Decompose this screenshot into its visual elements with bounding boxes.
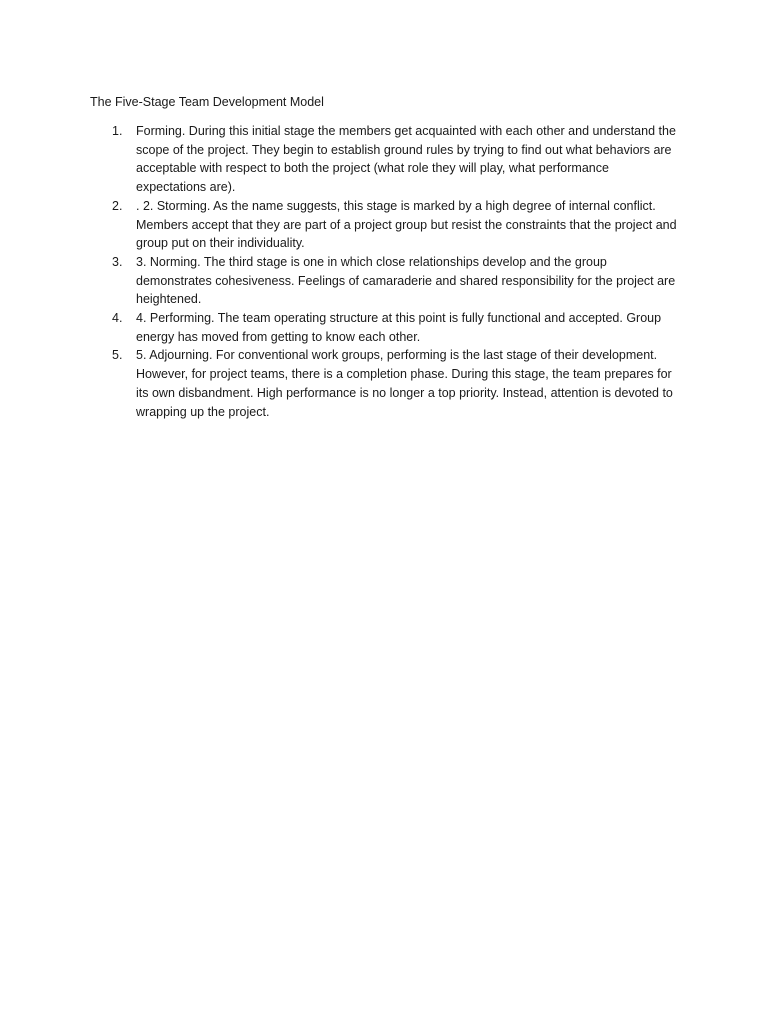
list-item-number: 1.: [112, 124, 123, 138]
list-item-text: 4. Performing. The team operating structure at this point is fully functional and accepted. Group energy has moved from getting to know each other.: [136, 311, 662, 344]
list-item-number: 2.: [112, 198, 123, 213]
stage-list: [90, 122, 680, 421]
list-item: [90, 309, 680, 346]
list-item-text: 3. Norming. The third stage is one in which close relationships develop and the group demonstrates cohesiveness. Feelings of camaraderie and shared responsibility for the project are heightened.: [136, 254, 676, 307]
list-item: [90, 197, 680, 253]
page-title: The Five-Stage Team Development Model: [90, 95, 324, 109]
list-item-number: 3.: [112, 254, 123, 269]
list-item: [90, 122, 680, 197]
list-item-text: . 2. Storming. As the name suggests, this stage is marked by a high degree of internal conflict. Members accept that they are part of a project group but resist the constraints that the project and group put on their individuality.: [136, 198, 677, 251]
list-item-text: Forming. During this initial stage the members get acquainted with each other and understand the scope of the project. They begin to establish ground rules by trying to find out what behaviors are acceptable with respect to both the project (what role they will play, what performance expectations are).: [136, 124, 676, 195]
list-item: [90, 253, 680, 309]
list-item: [90, 346, 680, 421]
list-item-number: 4.: [112, 311, 123, 326]
list-item-text: 5. Adjourning. For conventional work groups, performing is the last stage of their development. However, for project teams, there is a completion phase. During this stage, the team prepares for its own disbandment. High performance is no longer a top priority. Instead, attention is devoted to wrapping up the project.: [136, 348, 673, 419]
list-item-number: 5.: [112, 348, 123, 363]
